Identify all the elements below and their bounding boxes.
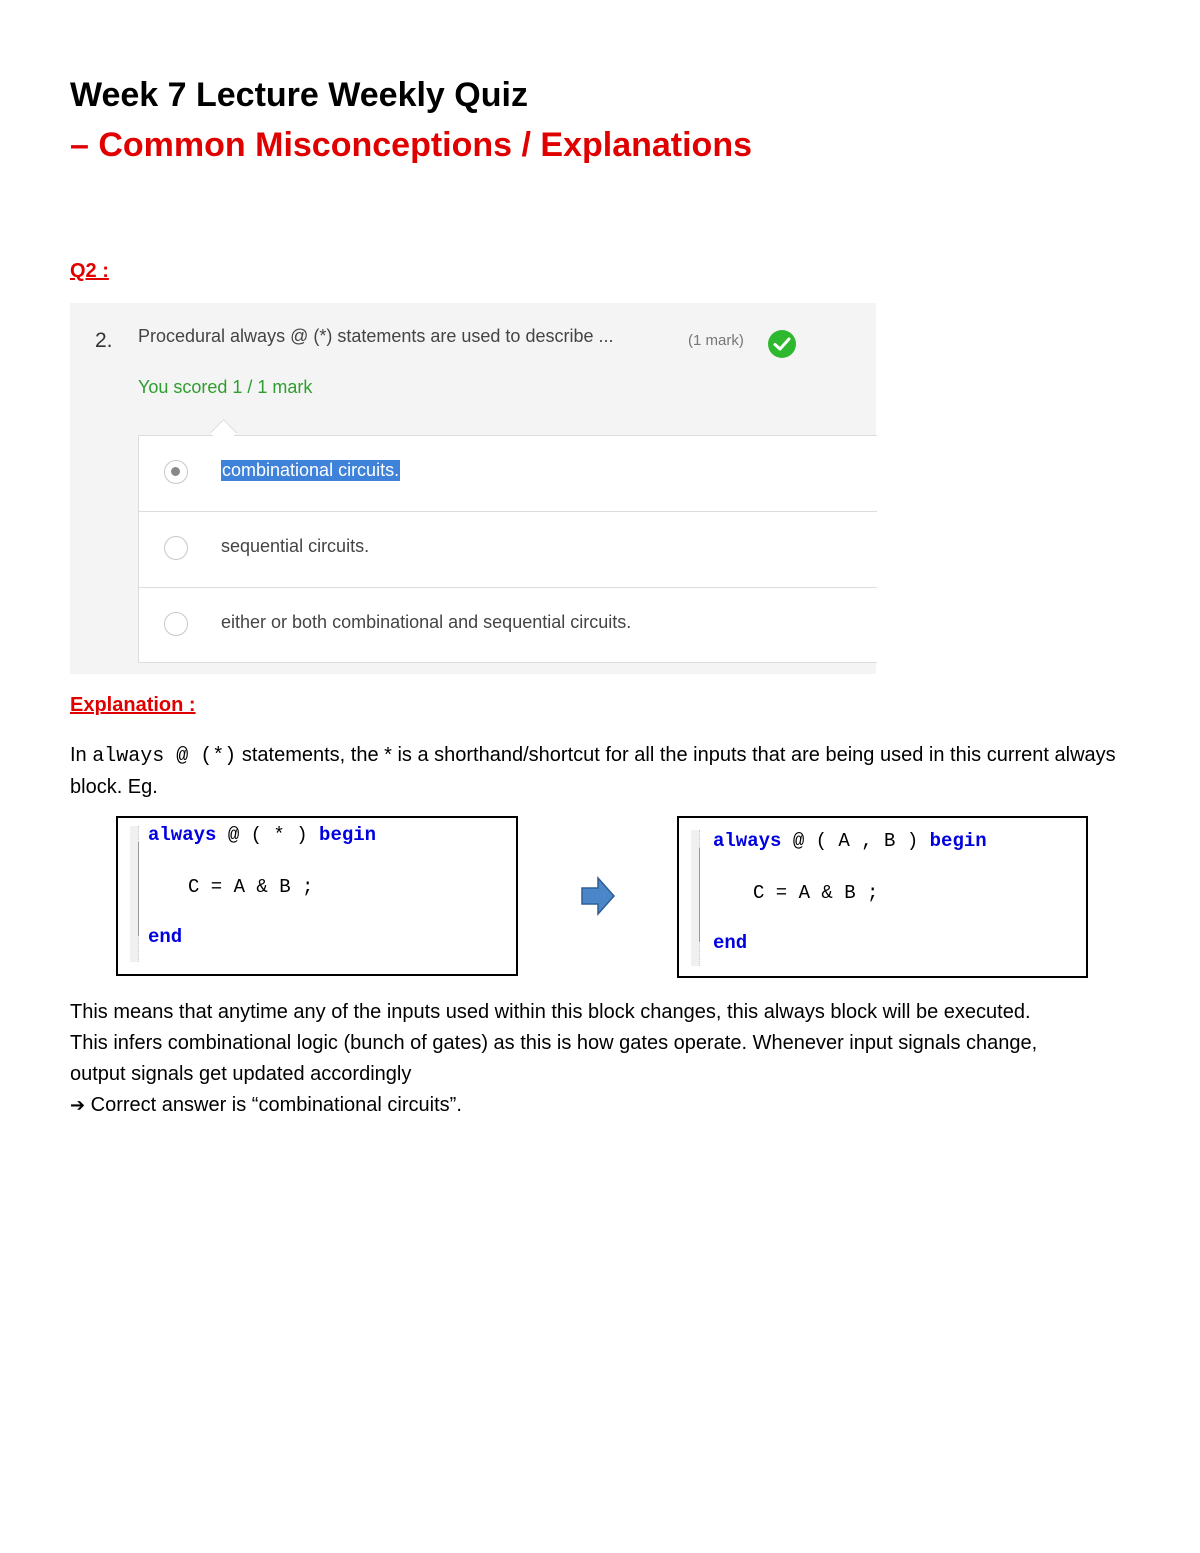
sensitivity-list: @ ( * ) (216, 824, 320, 846)
keyword-always: always (148, 824, 217, 846)
keyword-begin: begin (319, 824, 377, 846)
option-label: sequential circuits. (221, 536, 370, 556)
option-either-or-both[interactable] (139, 587, 877, 663)
conclusion-text (70, 997, 1150, 1121)
page-title: Week 7 Lecture Weekly Quiz (70, 76, 528, 114)
code-line-always (148, 824, 376, 846)
conclusion-line-1: This means that anytime any of the inputs used within this block changes, this always block will be executed. (70, 1001, 1031, 1023)
radio-unselected[interactable] (164, 536, 188, 560)
intro-after: statements, the * is a shorthand/shortcut for all the inputs that are being used in this current always block. Eg. (70, 744, 1116, 798)
inline-code: always @ (*) (92, 745, 237, 768)
check-icon (768, 330, 796, 358)
quiz-screenshot (70, 303, 876, 674)
keyword-end: end (713, 932, 748, 954)
right-arrow-icon (580, 876, 616, 921)
option-combinational[interactable] (139, 436, 877, 511)
code-box-wildcard (116, 816, 518, 976)
answer-line (70, 1090, 1150, 1121)
question-label: Q2 : (70, 260, 109, 282)
answer-options (138, 435, 877, 663)
page-subtitle: – Common Misconceptions / Explanations (70, 126, 752, 164)
explanation-text (70, 740, 1130, 802)
code-line-always (713, 830, 987, 852)
question-text: Procedural always @ (*) statements are used to describe ... (138, 326, 614, 346)
radio-unselected[interactable] (164, 612, 188, 636)
conclusion-line-2: This infers combinational logic (bunch of gates) as this is how gates operate. Whenever input signals change, (70, 1032, 1038, 1054)
fold-line (699, 848, 700, 942)
intro-before: In (70, 744, 93, 766)
option-label: combinational circuits. (222, 460, 400, 480)
code-line-assign: C = A & B ; (753, 882, 879, 904)
keyword-always: always (713, 830, 782, 852)
fold-line (138, 842, 139, 936)
sensitivity-list: @ ( A , B ) (781, 830, 930, 852)
explanation-label: Explanation : (70, 694, 196, 716)
keyword-end: end (148, 926, 183, 948)
code-box-explicit (677, 816, 1088, 978)
radio-selected[interactable] (164, 460, 188, 484)
arrow-icon: ➔ (70, 1095, 86, 1116)
correct-answer: Correct answer is “combinational circuits”. (85, 1094, 462, 1116)
keyword-begin: begin (929, 830, 987, 852)
conclusion-line-3: output signals get updated accordingly (70, 1063, 412, 1085)
option-sequential[interactable] (139, 511, 877, 587)
score-text: You scored 1 / 1 mark (138, 377, 313, 397)
option-label: either or both combinational and sequential circuits. (221, 612, 632, 632)
code-line-assign: C = A & B ; (188, 876, 314, 898)
question-number: 2. (95, 329, 113, 352)
question-marks: (1 mark) (688, 332, 744, 349)
